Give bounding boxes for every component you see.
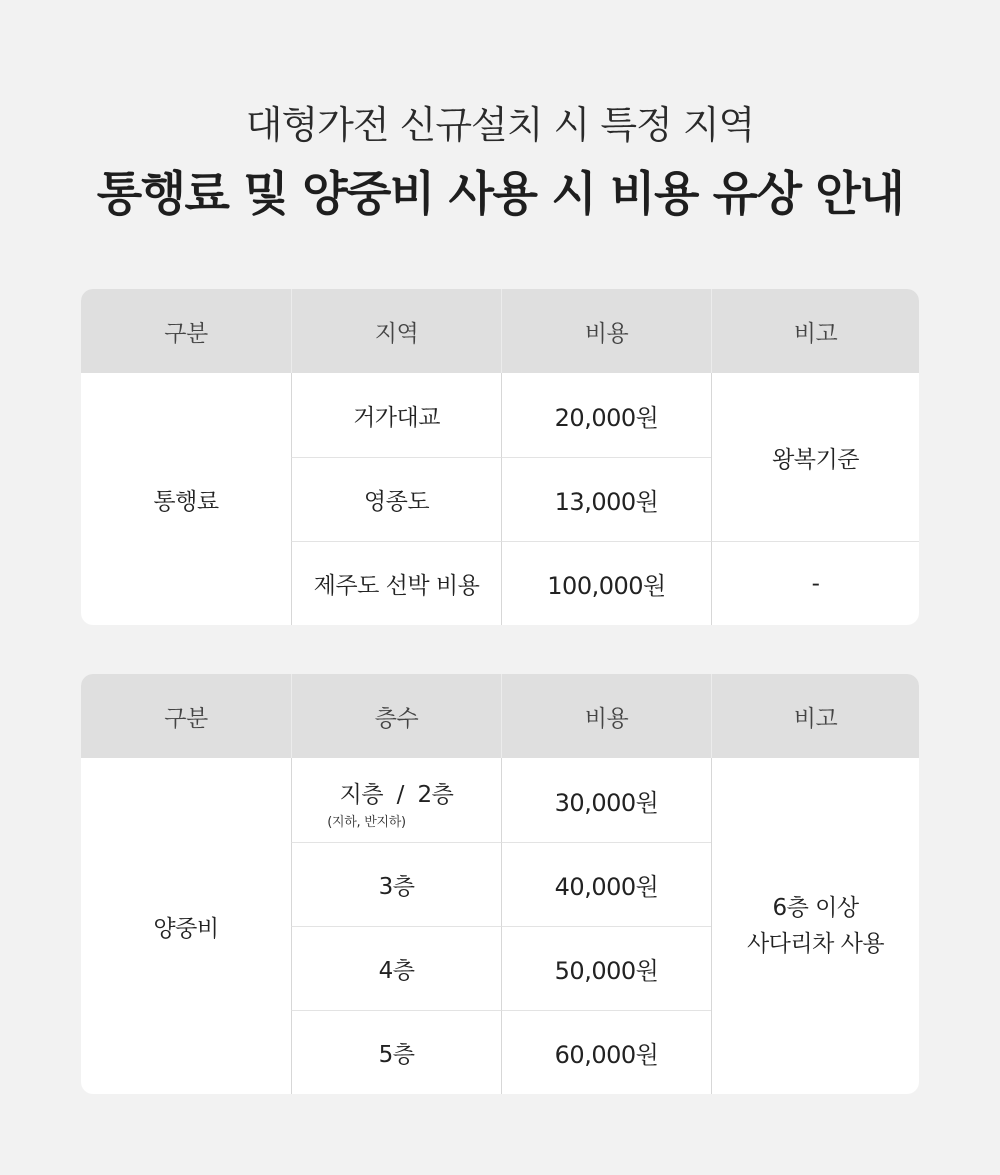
- toll-table: [81, 289, 919, 625]
- lift-floor-cell: 4층: [291, 926, 501, 1010]
- lift-floor-cell: 5층: [291, 1010, 501, 1094]
- lift-header-price: 비용: [501, 674, 711, 758]
- lift-fee-table: [81, 674, 919, 1094]
- toll-remark-roundtrip: 왕복기준: [711, 373, 919, 541]
- lift-price-cell: 40,000원: [501, 842, 711, 926]
- lift-header-category: 구분: [81, 674, 291, 758]
- lift-remark-line1: 6층 이상: [772, 895, 859, 921]
- toll-region-cell: 영종도: [291, 457, 501, 541]
- toll-header-price: 비용: [501, 289, 711, 373]
- lift-floor-note: (지하, 반지하): [327, 815, 406, 830]
- lift-floor-label: 지층 / 2층: [339, 782, 454, 808]
- toll-header-remark: 비고: [711, 289, 919, 373]
- toll-header-category: 구분: [81, 289, 291, 373]
- lift-price-cell: 30,000원: [501, 758, 711, 842]
- lift-header-floor: 층수: [291, 674, 501, 758]
- toll-header-region: 지역: [291, 289, 501, 373]
- toll-category: 통행료: [153, 488, 219, 515]
- lift-price-cell: 50,000원: [501, 926, 711, 1010]
- lift-category: 양중비: [153, 915, 219, 942]
- toll-price-cell: 20,000원: [501, 373, 711, 457]
- lift-floor-cell: [291, 758, 501, 842]
- toll-price-cell: 13,000원: [501, 457, 711, 541]
- toll-region-cell: 제주도 선박 비용: [291, 541, 501, 625]
- title-line2: 통행료 및 양중비 사용 시 비용 유상 안내: [96, 167, 904, 222]
- lift-header-remark: 비고: [711, 674, 919, 758]
- toll-remark-none: -: [711, 541, 919, 625]
- lift-remark-line2: 사다리차 사용: [746, 931, 885, 957]
- lift-remark: [711, 758, 919, 1094]
- toll-price-cell: 100,000원: [501, 541, 711, 625]
- lift-floor-cell: 3층: [291, 842, 501, 926]
- title-line1: 대형가전 신규설치 시 특정 지역: [245, 103, 755, 147]
- lift-price-cell: 60,000원: [501, 1010, 711, 1094]
- toll-region-cell: 거가대교: [291, 373, 501, 457]
